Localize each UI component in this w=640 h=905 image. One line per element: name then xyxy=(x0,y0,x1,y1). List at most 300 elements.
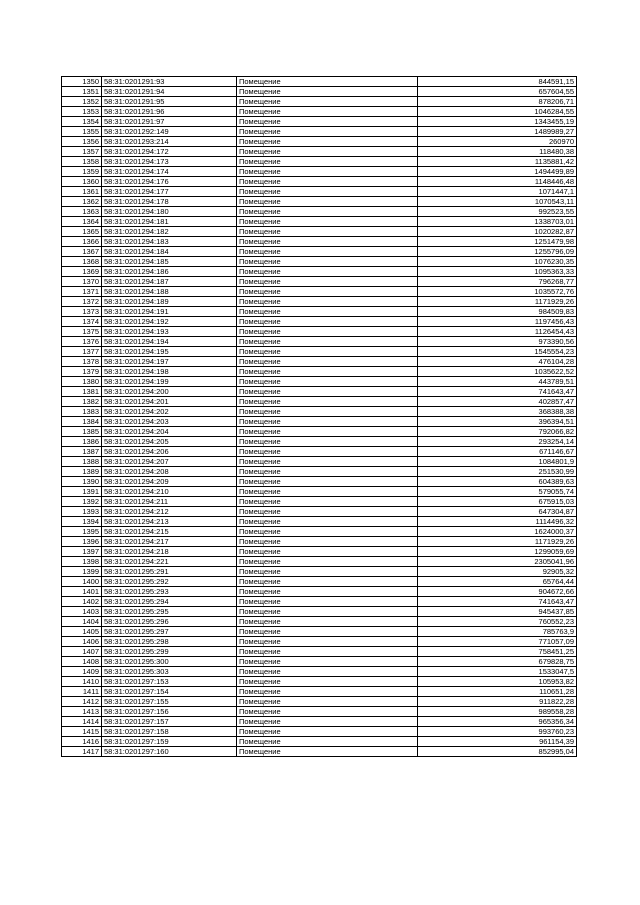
cadastral-value-cell: 792066,82 xyxy=(418,427,577,437)
object-type-cell: Помещение xyxy=(237,627,418,637)
object-type-cell: Помещение xyxy=(237,607,418,617)
table-row xyxy=(62,207,577,217)
object-type-cell: Помещение xyxy=(237,487,418,497)
cadastral-number-cell: 58:31:0201292:149 xyxy=(102,127,237,137)
cadastral-value-cell: 1489989,27 xyxy=(418,127,577,137)
table-row xyxy=(62,737,577,747)
object-type-cell: Помещение xyxy=(237,517,418,527)
row-number-cell: 1381 xyxy=(62,387,102,397)
row-number-cell: 1382 xyxy=(62,397,102,407)
row-number-cell: 1406 xyxy=(62,637,102,647)
row-number-cell: 1398 xyxy=(62,557,102,567)
table-row xyxy=(62,317,577,327)
cadastral-number-cell: 58:31:0201294:205 xyxy=(102,437,237,447)
row-number-cell: 1408 xyxy=(62,657,102,667)
table-row xyxy=(62,427,577,437)
cadastral-value-cell: 260970 xyxy=(418,137,577,147)
row-number-cell: 1373 xyxy=(62,307,102,317)
table-row xyxy=(62,177,577,187)
row-number-cell: 1384 xyxy=(62,417,102,427)
table-row xyxy=(62,577,577,587)
object-type-cell: Помещение xyxy=(237,507,418,517)
object-type-cell: Помещение xyxy=(237,477,418,487)
cadastral-value-cell: 904672,66 xyxy=(418,587,577,597)
table-row xyxy=(62,587,577,597)
table-row xyxy=(62,117,577,127)
cadastral-number-cell: 58:31:0201294:217 xyxy=(102,537,237,547)
cadastral-number-cell: 58:31:0201291:97 xyxy=(102,117,237,127)
row-number-cell: 1417 xyxy=(62,747,102,757)
object-type-cell: Помещение xyxy=(237,307,418,317)
cadastral-value-cell: 1171929,26 xyxy=(418,297,577,307)
cadastral-number-cell: 58:31:0201294:218 xyxy=(102,547,237,557)
cadastral-value-cell: 1135881,42 xyxy=(418,157,577,167)
object-type-cell: Помещение xyxy=(237,717,418,727)
cadastral-number-cell: 58:31:0201295:292 xyxy=(102,577,237,587)
cadastral-value-cell: 758451,25 xyxy=(418,647,577,657)
row-number-cell: 1360 xyxy=(62,177,102,187)
cadastral-value-cell: 844591,15 xyxy=(418,77,577,87)
row-number-cell: 1390 xyxy=(62,477,102,487)
table-row xyxy=(62,597,577,607)
object-type-cell: Помещение xyxy=(237,597,418,607)
object-type-cell: Помещение xyxy=(237,437,418,447)
row-number-cell: 1409 xyxy=(62,667,102,677)
registry-table xyxy=(61,76,577,757)
cadastral-value-cell: 92905,32 xyxy=(418,567,577,577)
row-number-cell: 1379 xyxy=(62,367,102,377)
cadastral-value-cell: 110651,28 xyxy=(418,687,577,697)
cadastral-value-cell: 989558,28 xyxy=(418,707,577,717)
table-row xyxy=(62,537,577,547)
cadastral-number-cell: 58:31:0201294:207 xyxy=(102,457,237,467)
table-row xyxy=(62,197,577,207)
cadastral-value-cell: 1095363,33 xyxy=(418,267,577,277)
row-number-cell: 1399 xyxy=(62,567,102,577)
table-row xyxy=(62,437,577,447)
cadastral-number-cell: 58:31:0201294:183 xyxy=(102,237,237,247)
cadastral-number-cell: 58:31:0201297:160 xyxy=(102,747,237,757)
object-type-cell: Помещение xyxy=(237,87,418,97)
row-number-cell: 1365 xyxy=(62,227,102,237)
cadastral-number-cell: 58:31:0201295:291 xyxy=(102,567,237,577)
cadastral-number-cell: 58:31:0201294:221 xyxy=(102,557,237,567)
cadastral-number-cell: 58:31:0201294:204 xyxy=(102,427,237,437)
object-type-cell: Помещение xyxy=(237,557,418,567)
cadastral-value-cell: 1338703,01 xyxy=(418,217,577,227)
cadastral-number-cell: 58:31:0201294:189 xyxy=(102,297,237,307)
cadastral-value-cell: 675915,03 xyxy=(418,497,577,507)
object-type-cell: Помещение xyxy=(237,347,418,357)
table-row xyxy=(62,167,577,177)
cadastral-number-cell: 58:31:0201291:95 xyxy=(102,97,237,107)
cadastral-number-cell: 58:31:0201295:295 xyxy=(102,607,237,617)
cadastral-number-cell: 58:31:0201294:213 xyxy=(102,517,237,527)
cadastral-value-cell: 476104,28 xyxy=(418,357,577,367)
cadastral-value-cell: 251530,99 xyxy=(418,467,577,477)
cadastral-value-cell: 402857,47 xyxy=(418,397,577,407)
cadastral-number-cell: 58:31:0201294:178 xyxy=(102,197,237,207)
row-number-cell: 1362 xyxy=(62,197,102,207)
cadastral-value-cell: 105953,82 xyxy=(418,677,577,687)
row-number-cell: 1369 xyxy=(62,267,102,277)
object-type-cell: Помещение xyxy=(237,267,418,277)
object-type-cell: Помещение xyxy=(237,137,418,147)
table-row xyxy=(62,687,577,697)
object-type-cell: Помещение xyxy=(237,177,418,187)
table-row xyxy=(62,457,577,467)
object-type-cell: Помещение xyxy=(237,447,418,457)
object-type-cell: Помещение xyxy=(237,167,418,177)
cadastral-value-cell: 657604,55 xyxy=(418,87,577,97)
table-row xyxy=(62,157,577,167)
object-type-cell: Помещение xyxy=(237,467,418,477)
table-row xyxy=(62,547,577,557)
row-number-cell: 1376 xyxy=(62,337,102,347)
cadastral-number-cell: 58:31:0201294:195 xyxy=(102,347,237,357)
table-row xyxy=(62,97,577,107)
cadastral-value-cell: 2305041,96 xyxy=(418,557,577,567)
table-row xyxy=(62,557,577,567)
object-type-cell: Помещение xyxy=(237,257,418,267)
object-type-cell: Помещение xyxy=(237,677,418,687)
object-type-cell: Помещение xyxy=(237,707,418,717)
row-number-cell: 1392 xyxy=(62,497,102,507)
table-row xyxy=(62,637,577,647)
object-type-cell: Помещение xyxy=(237,427,418,437)
table-row xyxy=(62,87,577,97)
cadastral-value-cell: 1197456,43 xyxy=(418,317,577,327)
cadastral-value-cell: 945437,85 xyxy=(418,607,577,617)
table-row xyxy=(62,617,577,627)
table-row xyxy=(62,237,577,247)
cadastral-number-cell: 58:31:0201294:197 xyxy=(102,357,237,367)
row-number-cell: 1358 xyxy=(62,157,102,167)
table-row xyxy=(62,647,577,657)
cadastral-value-cell: 961154,39 xyxy=(418,737,577,747)
row-number-cell: 1375 xyxy=(62,327,102,337)
table-row xyxy=(62,717,577,727)
object-type-cell: Помещение xyxy=(237,187,418,197)
cadastral-number-cell: 58:31:0201293:214 xyxy=(102,137,237,147)
row-number-cell: 1415 xyxy=(62,727,102,737)
table-row xyxy=(62,277,577,287)
cadastral-number-cell: 58:31:0201294:203 xyxy=(102,417,237,427)
table-row xyxy=(62,267,577,277)
cadastral-number-cell: 58:31:0201294:191 xyxy=(102,307,237,317)
table-row xyxy=(62,507,577,517)
table-row xyxy=(62,447,577,457)
cadastral-value-cell: 647304,87 xyxy=(418,507,577,517)
cadastral-number-cell: 58:31:0201295:297 xyxy=(102,627,237,637)
object-type-cell: Помещение xyxy=(237,727,418,737)
row-number-cell: 1359 xyxy=(62,167,102,177)
table-row xyxy=(62,467,577,477)
object-type-cell: Помещение xyxy=(237,217,418,227)
object-type-cell: Помещение xyxy=(237,407,418,417)
table-row xyxy=(62,727,577,737)
table-row xyxy=(62,387,577,397)
object-type-cell: Помещение xyxy=(237,247,418,257)
table-row xyxy=(62,137,577,147)
table-row xyxy=(62,497,577,507)
cadastral-value-cell: 1533047,5 xyxy=(418,667,577,677)
table-row xyxy=(62,417,577,427)
row-number-cell: 1364 xyxy=(62,217,102,227)
cadastral-number-cell: 58:31:0201297:155 xyxy=(102,697,237,707)
row-number-cell: 1357 xyxy=(62,147,102,157)
row-number-cell: 1393 xyxy=(62,507,102,517)
table-row xyxy=(62,567,577,577)
cadastral-number-cell: 58:31:0201294:180 xyxy=(102,207,237,217)
registry-table-body xyxy=(62,77,577,757)
table-row xyxy=(62,327,577,337)
cadastral-value-cell: 671146,67 xyxy=(418,447,577,457)
row-number-cell: 1389 xyxy=(62,467,102,477)
table-row xyxy=(62,697,577,707)
cadastral-number-cell: 58:31:0201294:194 xyxy=(102,337,237,347)
row-number-cell: 1416 xyxy=(62,737,102,747)
cadastral-number-cell: 58:31:0201295:296 xyxy=(102,617,237,627)
table-row xyxy=(62,517,577,527)
cadastral-number-cell: 58:31:0201294:176 xyxy=(102,177,237,187)
object-type-cell: Помещение xyxy=(237,687,418,697)
row-number-cell: 1397 xyxy=(62,547,102,557)
cadastral-number-cell: 58:31:0201294:212 xyxy=(102,507,237,517)
object-type-cell: Помещение xyxy=(237,647,418,657)
object-type-cell: Помещение xyxy=(237,127,418,137)
cadastral-value-cell: 604389,63 xyxy=(418,477,577,487)
cadastral-number-cell: 58:31:0201294:206 xyxy=(102,447,237,457)
row-number-cell: 1363 xyxy=(62,207,102,217)
row-number-cell: 1405 xyxy=(62,627,102,637)
table-row xyxy=(62,77,577,87)
cadastral-value-cell: 1114496,32 xyxy=(418,517,577,527)
cadastral-value-cell: 992523,55 xyxy=(418,207,577,217)
table-row xyxy=(62,607,577,617)
row-number-cell: 1351 xyxy=(62,87,102,97)
row-number-cell: 1378 xyxy=(62,357,102,367)
cadastral-number-cell: 58:31:0201295:303 xyxy=(102,667,237,677)
table-row xyxy=(62,357,577,367)
cadastral-value-cell: 1299059,69 xyxy=(418,547,577,557)
object-type-cell: Помещение xyxy=(237,237,418,247)
row-number-cell: 1361 xyxy=(62,187,102,197)
table-row xyxy=(62,247,577,257)
object-type-cell: Помещение xyxy=(237,337,418,347)
row-number-cell: 1394 xyxy=(62,517,102,527)
cadastral-value-cell: 796268,77 xyxy=(418,277,577,287)
row-number-cell: 1388 xyxy=(62,457,102,467)
table-row xyxy=(62,287,577,297)
object-type-cell: Помещение xyxy=(237,527,418,537)
cadastral-value-cell: 973390,56 xyxy=(418,337,577,347)
row-number-cell: 1391 xyxy=(62,487,102,497)
object-type-cell: Помещение xyxy=(237,207,418,217)
row-number-cell: 1411 xyxy=(62,687,102,697)
object-type-cell: Помещение xyxy=(237,197,418,207)
table-row xyxy=(62,377,577,387)
table-row xyxy=(62,187,577,197)
object-type-cell: Помещение xyxy=(237,387,418,397)
row-number-cell: 1380 xyxy=(62,377,102,387)
cadastral-number-cell: 58:31:0201294:202 xyxy=(102,407,237,417)
table-row xyxy=(62,147,577,157)
table-row xyxy=(62,297,577,307)
cadastral-value-cell: 993760,23 xyxy=(418,727,577,737)
object-type-cell: Помещение xyxy=(237,157,418,167)
cadastral-number-cell: 58:31:0201294:192 xyxy=(102,317,237,327)
cadastral-value-cell: 579055,74 xyxy=(418,487,577,497)
cadastral-value-cell: 1046284,55 xyxy=(418,107,577,117)
object-type-cell: Помещение xyxy=(237,117,418,127)
cadastral-number-cell: 58:31:0201294:187 xyxy=(102,277,237,287)
cadastral-number-cell: 58:31:0201294:200 xyxy=(102,387,237,397)
cadastral-number-cell: 58:31:0201294:199 xyxy=(102,377,237,387)
cadastral-value-cell: 1035622,52 xyxy=(418,367,577,377)
row-number-cell: 1350 xyxy=(62,77,102,87)
table-row xyxy=(62,307,577,317)
cadastral-number-cell: 58:31:0201297:158 xyxy=(102,727,237,737)
row-number-cell: 1414 xyxy=(62,717,102,727)
cadastral-value-cell: 443789,51 xyxy=(418,377,577,387)
cadastral-value-cell: 1084801,9 xyxy=(418,457,577,467)
cadastral-value-cell: 1255796,09 xyxy=(418,247,577,257)
cadastral-number-cell: 58:31:0201294:172 xyxy=(102,147,237,157)
row-number-cell: 1407 xyxy=(62,647,102,657)
table-row xyxy=(62,407,577,417)
row-number-cell: 1371 xyxy=(62,287,102,297)
cadastral-value-cell: 785763,9 xyxy=(418,627,577,637)
object-type-cell: Помещение xyxy=(237,367,418,377)
object-type-cell: Помещение xyxy=(237,747,418,757)
cadastral-number-cell: 58:31:0201294:184 xyxy=(102,247,237,257)
cadastral-value-cell: 965356,34 xyxy=(418,717,577,727)
cadastral-value-cell: 878206,71 xyxy=(418,97,577,107)
table-row xyxy=(62,487,577,497)
row-number-cell: 1385 xyxy=(62,427,102,437)
cadastral-value-cell: 1148446,48 xyxy=(418,177,577,187)
object-type-cell: Помещение xyxy=(237,417,418,427)
row-number-cell: 1383 xyxy=(62,407,102,417)
cadastral-number-cell: 58:31:0201297:157 xyxy=(102,717,237,727)
cadastral-value-cell: 1545554,23 xyxy=(418,347,577,357)
cadastral-number-cell: 58:31:0201294:198 xyxy=(102,367,237,377)
cadastral-number-cell: 58:31:0201294:173 xyxy=(102,157,237,167)
cadastral-value-cell: 1071447,1 xyxy=(418,187,577,197)
cadastral-value-cell: 1020282,87 xyxy=(418,227,577,237)
object-type-cell: Помещение xyxy=(237,77,418,87)
row-number-cell: 1368 xyxy=(62,257,102,267)
table-row xyxy=(62,477,577,487)
row-number-cell: 1356 xyxy=(62,137,102,147)
row-number-cell: 1403 xyxy=(62,607,102,617)
object-type-cell: Помещение xyxy=(237,317,418,327)
row-number-cell: 1374 xyxy=(62,317,102,327)
cadastral-value-cell: 771057,09 xyxy=(418,637,577,647)
cadastral-value-cell: 1126454,43 xyxy=(418,327,577,337)
row-number-cell: 1395 xyxy=(62,527,102,537)
table-row xyxy=(62,367,577,377)
cadastral-number-cell: 58:31:0201294:182 xyxy=(102,227,237,237)
cadastral-value-cell: 760552,23 xyxy=(418,617,577,627)
row-number-cell: 1401 xyxy=(62,587,102,597)
cadastral-number-cell: 58:31:0201294:185 xyxy=(102,257,237,267)
table-row xyxy=(62,337,577,347)
cadastral-number-cell: 58:31:0201295:293 xyxy=(102,587,237,597)
cadastral-number-cell: 58:31:0201294:211 xyxy=(102,497,237,507)
table-row xyxy=(62,257,577,267)
cadastral-number-cell: 58:31:0201291:96 xyxy=(102,107,237,117)
object-type-cell: Помещение xyxy=(237,667,418,677)
cadastral-value-cell: 1035572,76 xyxy=(418,287,577,297)
cadastral-value-cell: 1251479,98 xyxy=(418,237,577,247)
cadastral-value-cell: 1343455,19 xyxy=(418,117,577,127)
cadastral-value-cell: 118480,38 xyxy=(418,147,577,157)
row-number-cell: 1352 xyxy=(62,97,102,107)
table-row xyxy=(62,667,577,677)
row-number-cell: 1370 xyxy=(62,277,102,287)
object-type-cell: Помещение xyxy=(237,327,418,337)
object-type-cell: Помещение xyxy=(237,147,418,157)
cadastral-value-cell: 984509,83 xyxy=(418,307,577,317)
cadastral-number-cell: 58:31:0201294:208 xyxy=(102,467,237,477)
row-number-cell: 1410 xyxy=(62,677,102,687)
cadastral-number-cell: 58:31:0201297:153 xyxy=(102,677,237,687)
table-row xyxy=(62,397,577,407)
cadastral-number-cell: 58:31:0201297:159 xyxy=(102,737,237,747)
cadastral-value-cell: 65764,44 xyxy=(418,577,577,587)
row-number-cell: 1387 xyxy=(62,447,102,457)
cadastral-number-cell: 58:31:0201294:188 xyxy=(102,287,237,297)
object-type-cell: Помещение xyxy=(237,97,418,107)
row-number-cell: 1402 xyxy=(62,597,102,607)
object-type-cell: Помещение xyxy=(237,567,418,577)
table-row xyxy=(62,127,577,137)
row-number-cell: 1404 xyxy=(62,617,102,627)
object-type-cell: Помещение xyxy=(237,587,418,597)
table-row xyxy=(62,677,577,687)
row-number-cell: 1386 xyxy=(62,437,102,447)
cadastral-number-cell: 58:31:0201295:300 xyxy=(102,657,237,667)
object-type-cell: Помещение xyxy=(237,637,418,647)
object-type-cell: Помещение xyxy=(237,497,418,507)
row-number-cell: 1412 xyxy=(62,697,102,707)
row-number-cell: 1353 xyxy=(62,107,102,117)
object-type-cell: Помещение xyxy=(237,537,418,547)
object-type-cell: Помещение xyxy=(237,697,418,707)
row-number-cell: 1372 xyxy=(62,297,102,307)
table-row xyxy=(62,227,577,237)
cadastral-number-cell: 58:31:0201295:294 xyxy=(102,597,237,607)
cadastral-number-cell: 58:31:0201294:215 xyxy=(102,527,237,537)
cadastral-number-cell: 58:31:0201294:209 xyxy=(102,477,237,487)
object-type-cell: Помещение xyxy=(237,287,418,297)
object-type-cell: Помещение xyxy=(237,297,418,307)
table-row xyxy=(62,657,577,667)
row-number-cell: 1377 xyxy=(62,347,102,357)
row-number-cell: 1413 xyxy=(62,707,102,717)
object-type-cell: Помещение xyxy=(237,577,418,587)
table-row xyxy=(62,347,577,357)
table-row xyxy=(62,107,577,117)
cadastral-number-cell: 58:31:0201294:210 xyxy=(102,487,237,497)
cadastral-value-cell: 396394,51 xyxy=(418,417,577,427)
cadastral-value-cell: 741643,47 xyxy=(418,597,577,607)
cadastral-number-cell: 58:31:0201294:193 xyxy=(102,327,237,337)
cadastral-number-cell: 58:31:0201297:156 xyxy=(102,707,237,717)
row-number-cell: 1400 xyxy=(62,577,102,587)
